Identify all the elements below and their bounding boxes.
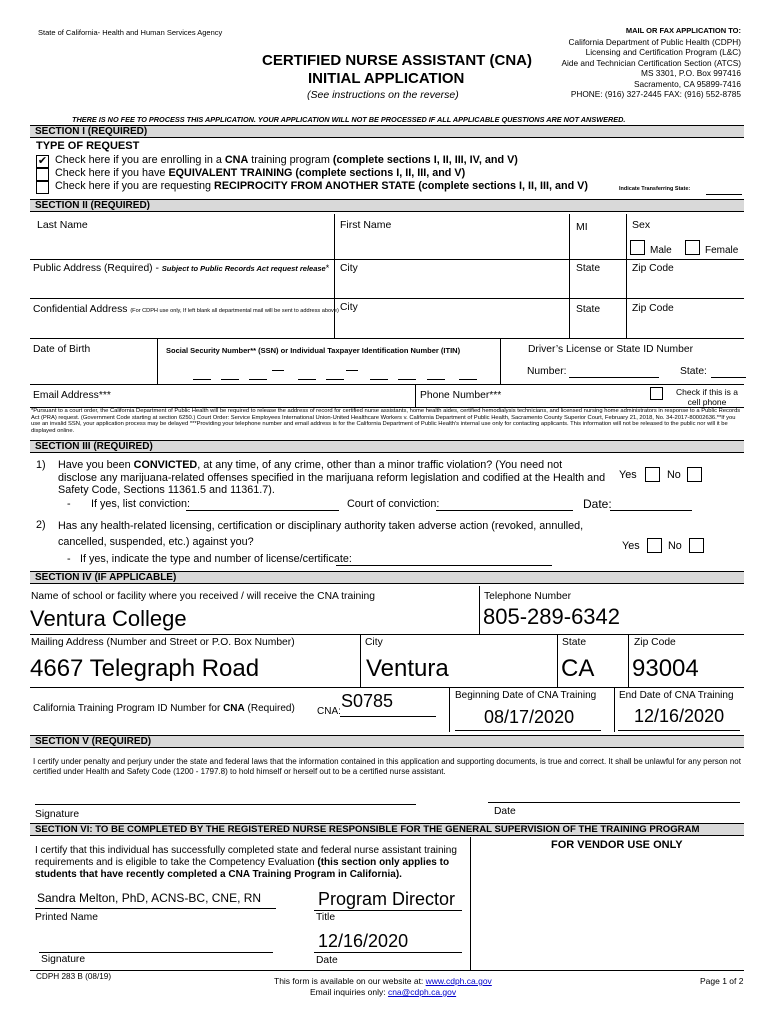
q1-line3: Safety Code, Sections 11361.5 and 11361.7). <box>58 484 275 496</box>
public-address-label <box>33 263 329 274</box>
zip-value[interactable]: 93004 <box>632 655 699 682</box>
request-type-label: TYPE OF REQUEST <box>36 140 140 152</box>
conf-city-label: City <box>340 302 358 313</box>
section-5-header: SECTION V (REQUIRED) <box>30 735 744 748</box>
rn-certification <box>35 845 457 881</box>
divider <box>470 837 471 970</box>
mailing-address-label: Mailing Address (Number and Street or P.O. Box Number) <box>31 637 295 648</box>
city-label: City <box>365 637 383 648</box>
list-conviction-label: If yes, list conviction: <box>91 498 191 510</box>
q1-line2: disclose any marijuana-related offenses specified in the marijuana reform legislation and codified at the Health and <box>58 471 606 484</box>
ssn-digit[interactable] <box>298 379 316 380</box>
row-divider <box>30 338 744 339</box>
cell-check-text: Check if this is a <box>676 387 738 397</box>
website-line <box>274 976 492 986</box>
transfer-state-label: Indicate Transferring State: <box>619 186 691 192</box>
q1-no-checkbox[interactable] <box>687 467 702 482</box>
opt3-bold: RECIPROCITY FROM ANOTHER STATE (complete sections I, II, III, and V) <box>214 180 588 192</box>
dl-label: Driver’s License or State ID Number <box>528 344 694 355</box>
reciprocity-checkbox[interactable] <box>36 181 49 194</box>
divider <box>557 634 558 687</box>
female-checkbox[interactable] <box>685 240 700 255</box>
ssn-dash <box>272 370 284 371</box>
dl-state-field[interactable] <box>711 377 746 378</box>
section-1-header: SECTION I (REQUIRED) <box>30 125 744 138</box>
sex-label: Sex <box>632 219 651 231</box>
ssn-label: Social Security Number** (SSN) or Individual Taxpayer Identification Number (ITIN) <box>166 346 461 355</box>
opt2-bold: EQUIVALENT TRAINING (complete sections I, II, III, and V) <box>168 167 466 179</box>
enroll-training-checkbox[interactable]: ✔ <box>37 155 48 167</box>
divider <box>569 214 570 338</box>
zip-label: Zip Code <box>634 637 676 648</box>
public-zip-label: Zip Code <box>632 263 674 274</box>
school-label: Name of school or facility where you received / will receive the CNA training <box>31 591 375 602</box>
telephone-label: Telephone Number <box>484 591 572 602</box>
divider <box>628 634 629 687</box>
equivalent-training-label <box>55 167 465 179</box>
footer-rule <box>30 970 744 971</box>
ssn-digit[interactable] <box>398 379 416 380</box>
last-name-label: Last Name <box>37 219 88 231</box>
divider <box>449 687 450 732</box>
agency-name: State of California- Health and Human Services Agency <box>38 28 223 37</box>
dl-number-label: Number: <box>527 366 567 377</box>
begin-date-value[interactable]: 08/17/2020 <box>484 707 575 727</box>
mail-line: Licensing and Certification Program (L&C) <box>585 47 741 57</box>
conf-address-note: (For CDPH use only, If left blank all departmental mail will be sent to address above) <box>130 308 339 314</box>
rn-cert-line2: requirements and is eligible to take the Competency Evaluation <box>35 857 318 868</box>
program-id-value[interactable]: S0785 <box>341 691 394 711</box>
cell-phone-label <box>670 387 744 407</box>
printed-name-label: Printed Name <box>35 912 98 923</box>
first-name-label: First Name <box>340 219 392 231</box>
row-divider <box>30 259 744 260</box>
signature-line[interactable] <box>35 804 416 805</box>
form-number: CDPH 283 B (08/19) <box>36 972 112 981</box>
begin-date-underline <box>455 730 601 731</box>
dl-number-field[interactable] <box>569 377 659 378</box>
dash: - <box>67 553 71 565</box>
mail-line: Sacramento, CA 95899-7416 <box>633 78 741 89</box>
ssn-digit[interactable] <box>249 379 267 380</box>
form-subtitle: INITIAL APPLICATION <box>308 70 465 87</box>
rn-date-value[interactable]: 12/16/2020 <box>318 931 409 951</box>
q2-no-label: No <box>668 540 682 552</box>
rn-date-label: Date <box>316 955 338 966</box>
ssn-dash <box>346 370 358 371</box>
end-date-label: End Date of CNA Training <box>619 690 734 701</box>
divider <box>415 384 416 407</box>
state-label: State <box>562 637 587 648</box>
court-field[interactable] <box>436 510 573 511</box>
ssn-digit[interactable] <box>459 379 477 380</box>
mi-label: MI <box>576 221 588 233</box>
date-line[interactable] <box>488 802 740 803</box>
mail-label: MAIL OR FAX APPLICATION TO: <box>625 26 741 35</box>
begin-date-label: Beginning Date of CNA Training <box>455 690 597 701</box>
mail-line: PHONE: (916) 327-2445 FAX: (916) 552-8785 <box>570 89 741 99</box>
dl-state-label: State: <box>680 366 707 377</box>
program-label-c: (Required) <box>244 703 295 714</box>
mail-line: Aide and Technician Certification Section (ATCS) <box>561 57 741 68</box>
equivalent-training-checkbox[interactable] <box>36 168 49 181</box>
divider <box>626 214 627 338</box>
privacy-fineprint: *Pursuant to a court order, the California Department of Public Health will be required to release the address of record for certified nurse assistants, home health aides, certified hemodialysis technicians, and licensed nursing home administrators in response to a Public Records Act (PRA) request. (Government Code starting at section 6250.) Court Order: Service Employees International Union-United Healthcare Workers v. California Department of Public Health, Sacramento County Superior Court, February 21, 2018, No. 34-2017-80002636.**If you use an invalid SSN, your application process may be delayed ***Providing your telephone number and email address is for the California Department of Public Health's internal use only for contacting applicants. This information will not be released to the public nor will it be displayed online. <box>31 408 741 434</box>
opt1-text: Check here if you are enrolling in a <box>55 154 225 166</box>
q2-line1: Has any health-related licensing, certification or disciplinary authority taken adverse action (revoked, annulled, <box>58 520 584 532</box>
title-line <box>314 910 462 911</box>
license-type-field[interactable] <box>336 565 552 566</box>
dash: - <box>67 498 71 510</box>
q1-convicted: CONVICTED <box>133 459 198 471</box>
public-records-note: Subject to Public Records Act request release <box>161 264 326 273</box>
ssn-digit[interactable] <box>221 379 239 380</box>
opt1-sections: (complete sections I, II, III, IV, and V) <box>332 154 518 166</box>
rn-cert-line3: students that have recently completed a CNA Training Program in California). <box>35 869 402 880</box>
divider <box>334 214 335 259</box>
row-divider <box>30 687 744 688</box>
public-state-label: State <box>576 263 601 274</box>
conf-address-text: Confidential Address <box>33 304 131 315</box>
rn-date-line <box>314 952 462 953</box>
ssn-digit[interactable] <box>370 379 388 380</box>
vendor-use-label: FOR VENDOR USE ONLY <box>551 839 683 851</box>
divider <box>157 338 158 384</box>
instructions-note: (See instructions on the reverse) <box>307 89 459 101</box>
q2-line2: cancelled, suspended, etc.) against you? <box>58 535 254 548</box>
conviction-field[interactable] <box>186 510 339 511</box>
opt1-text2: training program <box>248 154 333 166</box>
program-label-cna: CNA <box>223 703 245 714</box>
rn-signature-line[interactable] <box>39 952 273 953</box>
rn-signature-label: Signature <box>41 954 86 965</box>
end-date-underline <box>618 730 740 731</box>
q1-text <box>58 459 605 497</box>
q1-c: , at any time, of any crime, other than a minor traffic violation? (You need not <box>197 459 563 471</box>
mailing-block <box>548 26 741 100</box>
confidential-address-label <box>33 304 339 315</box>
conf-state-label: State <box>576 304 601 315</box>
phone-label: Phone Number*** <box>420 390 502 401</box>
cna-prefix: CNA: <box>317 706 341 717</box>
section-3-header: SECTION III (REQUIRED) <box>30 440 744 453</box>
q2-no-checkbox[interactable] <box>689 538 704 553</box>
row-divider <box>30 384 744 385</box>
divider <box>614 687 615 732</box>
page-number: Page 1 of 2 <box>700 976 744 986</box>
q2-text <box>58 519 583 550</box>
public-city-label: City <box>340 263 358 274</box>
q1-yes-label: Yes <box>619 469 637 481</box>
title-label: Title <box>316 912 336 923</box>
end-date-value[interactable]: 12/16/2020 <box>634 706 725 726</box>
conf-zip-label: Zip Code <box>632 303 674 314</box>
male-label: Male <box>650 245 672 256</box>
license-type-label: If yes, indicate the type and number of license/certificate: <box>80 553 352 565</box>
signature-label: Signature <box>35 809 80 820</box>
email-text: Email inquiries only: <box>310 987 388 997</box>
divider <box>479 586 480 634</box>
program-label-a: California Training Program ID Number for <box>33 703 224 714</box>
email-label: Email Address*** <box>33 390 111 401</box>
mailing-address-value[interactable]: 4667 Telegraph Road <box>30 655 260 682</box>
city-value[interactable]: Ventura <box>366 655 449 682</box>
opt2-text: Check here if you have <box>55 167 169 179</box>
opt1-cna: CNA <box>224 154 249 166</box>
cell-phone-text: cell phone <box>687 397 727 407</box>
section-4-header: SECTION IV (IF APPLICABLE) <box>30 571 744 584</box>
asterisk: * <box>325 263 330 273</box>
form-title: CERTIFIED NURSE ASSISTANT (CNA) <box>262 52 532 69</box>
dob-label: Date of Birth <box>33 344 91 355</box>
q2-yes-checkbox[interactable] <box>647 538 662 553</box>
section-2-header: SECTION II (REQUIRED) <box>30 199 744 212</box>
rn-printed-name[interactable]: Sandra Melton, PhD, ACNS-BC, CNE, RN <box>37 891 262 905</box>
certification-statement: I certify under penalty and perjury under the state and federal laws that the information contained in this application and supporting documents, is true and correct. It shall be unlawful for any person not certified under Health and Safety Code (1200 - 1797.8) to hold himself or herself out to be a certified nurse assistant. <box>33 757 741 776</box>
mail-line: MS 3301, P.O. Box 997416 <box>641 68 741 78</box>
website-text: This form is available on our website at: <box>274 976 426 986</box>
rn-cert-bold: (this section only applies to <box>317 857 450 868</box>
female-label: Female <box>705 245 739 256</box>
q1-yes-checkbox[interactable] <box>645 467 660 482</box>
mail-line: California Department of Public Health (CDPH) <box>568 36 741 47</box>
program-id-label <box>33 703 295 714</box>
fee-notice: THERE IS NO FEE TO PROCESS THIS APPLICATION. YOUR APPLICATION WILL NOT BE PROCESSED IF ALL APPLICABLE QUESTIONS ARE NOT ANSWERED. <box>72 115 626 124</box>
rn-cert-line1: I certify that this individual has successfully completed state and federal nurse assistant training <box>35 845 457 856</box>
public-address-text: Public Address (Required) - <box>33 263 162 274</box>
email-link[interactable]: cna@cdph.ca.gov <box>387 987 457 997</box>
conviction-date-field[interactable] <box>610 510 692 511</box>
telephone-value[interactable]: 805-289-6342 <box>483 604 621 629</box>
row-divider <box>30 634 744 635</box>
conviction-date-label: Date: <box>583 497 612 511</box>
q1-a: Have you been <box>58 459 134 471</box>
ssn-digit[interactable] <box>193 379 211 380</box>
transfer-state-field[interactable] <box>706 194 742 195</box>
opt3-text: Check here if you are requesting <box>55 180 215 192</box>
q1-number: 1) <box>36 459 46 471</box>
divider <box>500 338 501 384</box>
website-link[interactable]: www.cdph.ca.gov <box>425 976 492 986</box>
male-checkbox[interactable] <box>630 240 645 255</box>
court-label: Court of conviction: <box>347 498 440 510</box>
q2-number: 2) <box>36 519 46 531</box>
q1-no-label: No <box>667 469 681 481</box>
ssn-digit[interactable] <box>427 379 445 380</box>
ssn-digit[interactable] <box>326 379 344 380</box>
date-label: Date <box>494 806 516 817</box>
cell-phone-checkbox[interactable] <box>650 387 663 400</box>
reciprocity-label <box>55 180 588 192</box>
q2-yes-label: Yes <box>622 540 640 552</box>
enroll-training-label <box>55 154 518 166</box>
state-value[interactable]: CA <box>561 655 595 682</box>
email-line <box>310 987 456 997</box>
printed-name-line <box>35 908 276 909</box>
row-divider <box>30 298 744 299</box>
school-value[interactable]: Ventura College <box>30 606 187 631</box>
rn-title-value[interactable]: Program Director <box>318 889 456 909</box>
divider <box>360 634 361 687</box>
program-id-underline <box>340 716 436 717</box>
section-6-header: SECTION VI: TO BE COMPLETED BY THE REGISTERED NURSE RESPONSIBLE FOR THE GENERAL SUPERVISION OF THE TRAINING PROGRAM <box>30 823 744 836</box>
